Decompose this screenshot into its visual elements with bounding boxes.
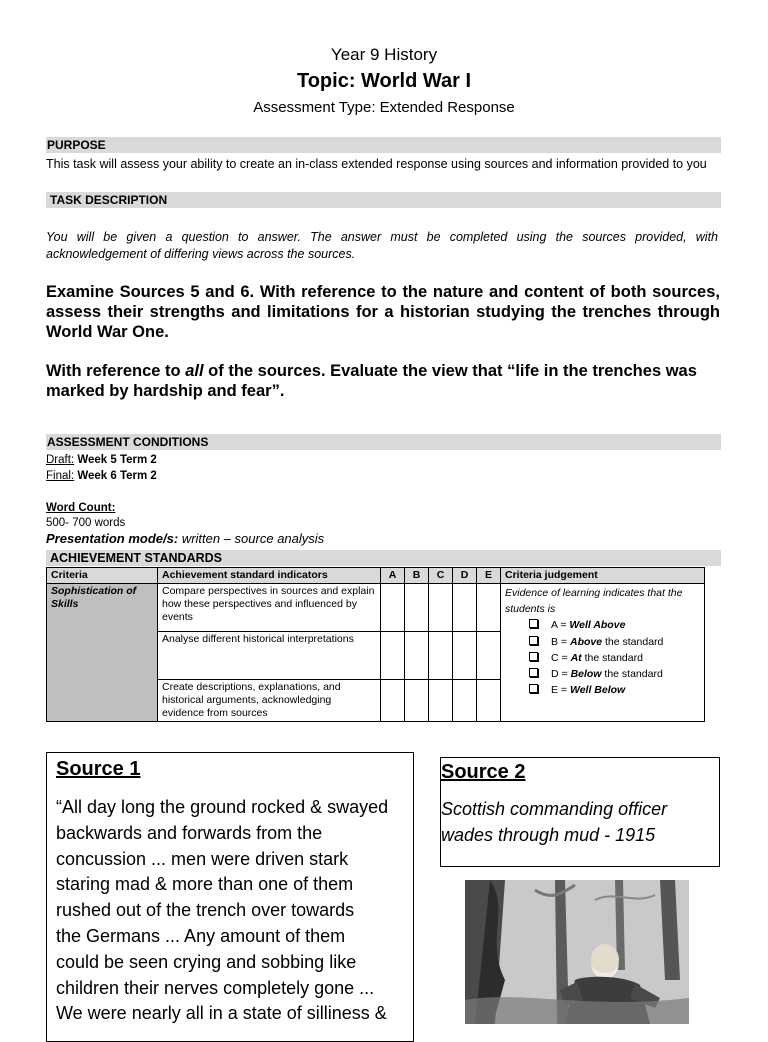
judgement-e <box>505 682 700 698</box>
quote-line: backwards and forwards from the <box>56 822 323 843</box>
grade-cell[interactable] <box>429 632 453 680</box>
source-2-caption <box>441 796 719 848</box>
checkbox-icon[interactable] <box>529 668 538 677</box>
presentation-value: written – source analysis <box>178 531 325 546</box>
judgement-c <box>505 650 700 666</box>
grade-cell[interactable] <box>477 584 501 632</box>
judgement-a <box>505 617 700 633</box>
judgement-suffix: the standard <box>602 635 664 648</box>
column-header: Achievement standard indicators <box>158 568 381 584</box>
quote-line: staring mad & more than one of them <box>56 874 354 895</box>
draft-label: Draft: <box>46 454 75 466</box>
column-header: Criteria <box>47 568 158 584</box>
task-heading: TASK DESCRIPTION <box>46 192 721 208</box>
checkbox-icon[interactable] <box>529 652 538 661</box>
grade-cell[interactable] <box>405 632 429 680</box>
source-1-quote <box>56 795 411 1027</box>
judgement-prefix: A = <box>551 619 570 632</box>
judgement-suffix: the standard <box>581 651 643 664</box>
judgement-intro: Evidence of learning indicates that the students is <box>505 587 683 616</box>
quote-line: “All day long the ground rocked & swayed <box>56 797 389 817</box>
presentation-line <box>46 531 324 547</box>
quote-line: could be seen crying and sobbing like <box>56 951 357 972</box>
grade-cell[interactable] <box>381 584 405 632</box>
table-row <box>47 584 705 632</box>
final-line <box>46 468 157 484</box>
judgement-level: At <box>570 651 582 664</box>
judgement-level: Above <box>569 635 603 648</box>
judgement-level: Well Above <box>569 619 626 632</box>
source-1-box <box>46 752 414 1042</box>
quote-line: rushed out of the trench over towards <box>56 900 355 921</box>
grade-cell[interactable] <box>381 632 405 680</box>
checkbox-icon[interactable] <box>529 619 538 628</box>
source-2-box <box>440 757 720 867</box>
grade-cell[interactable] <box>453 584 477 632</box>
question-2 <box>46 361 726 401</box>
judgement-prefix: D = <box>551 668 571 681</box>
final-value: Week 6 Term 2 <box>74 470 157 482</box>
standards-heading: ACHIEVEMENT STANDARDS <box>46 550 721 566</box>
judgement-level: Well Below <box>569 684 626 697</box>
column-header: E <box>477 568 501 584</box>
judgement-d <box>505 666 700 682</box>
achievement-standards-table <box>46 567 705 722</box>
quote-line: We were nearly all in a state of silliness & <box>56 1003 387 1024</box>
indicator-cell: Create descriptions, explanations, and historical arguments, acknowledging evidence from sources <box>158 680 381 722</box>
question-2-emphasis: all <box>185 362 204 380</box>
caption-line: wades through mud - 1915 <box>441 825 656 845</box>
grade-cell[interactable] <box>405 680 429 722</box>
draft-value: Week 5 Term 2 <box>74 454 157 466</box>
year-heading: Year 9 History <box>330 45 438 64</box>
column-header: C <box>429 568 453 584</box>
table-header-row <box>47 568 705 584</box>
judgement-prefix: C = <box>551 651 571 664</box>
source-2-photo <box>465 880 689 1024</box>
indicator-cell: Analyse different historical interpretations <box>158 632 381 680</box>
checkbox-icon[interactable] <box>529 684 538 693</box>
question-1: Examine Sources 5 and 6. With reference to the nature and content of both sources, assess their strengths and limitations for a historian studying the trenches through World War One. <box>46 283 720 341</box>
criteria-cell: Sophistication of Skills <box>47 584 158 722</box>
column-header: Criteria judgement <box>501 568 705 584</box>
grade-cell[interactable] <box>477 632 501 680</box>
grade-cell[interactable] <box>429 680 453 722</box>
judgement-prefix: B = <box>551 635 570 648</box>
judgement-level: Below <box>570 668 602 681</box>
assessment-type: Assessment Type: Extended Response <box>253 99 515 116</box>
grade-cell[interactable] <box>453 680 477 722</box>
indicator-cell: Compare perspectives in sources and explain how these perspectives and influenced by events <box>158 584 381 632</box>
grade-cell[interactable] <box>405 584 429 632</box>
column-header: A <box>381 568 405 584</box>
grade-cell[interactable] <box>453 632 477 680</box>
column-header: D <box>453 568 477 584</box>
purpose-text: This task will assess your ability to create an in-class extended response using sources and information provided to you <box>46 157 707 171</box>
question-2-start: With reference to <box>46 362 186 380</box>
quote-line: children their nerves completely gone ... <box>56 977 375 998</box>
judgement-prefix: E = <box>551 684 570 697</box>
quote-line: concussion ... men were driven stark <box>56 848 349 869</box>
quote-line: the Germans ... Any amount of them <box>56 925 346 946</box>
presentation-label: Presentation mode/s: <box>46 531 179 546</box>
word-count-value: 500- 700 words <box>46 517 126 529</box>
purpose-heading: PURPOSE <box>46 137 721 153</box>
source-1-title: Source 1 <box>56 758 141 780</box>
task-intro: You will be given a question to answer. The answer must be completed using the sources provided, with acknowledgement of differing views across the sources. <box>46 230 718 261</box>
column-header: B <box>405 568 429 584</box>
judgement-cell <box>501 584 705 722</box>
final-label: Final: <box>46 470 75 482</box>
question-2-end: of the sources. Evaluate the view that “life in the trenches was marked by hardship and fear”. <box>46 362 697 400</box>
topic-heading: Topic: World War I <box>296 70 472 92</box>
grade-cell[interactable] <box>477 680 501 722</box>
draft-line <box>46 452 157 468</box>
conditions-heading: ASSESSMENT CONDITIONS <box>46 434 721 450</box>
grade-cell[interactable] <box>429 584 453 632</box>
checkbox-icon[interactable] <box>529 636 538 645</box>
source-2-title: Source 2 <box>441 761 526 783</box>
judgement-b <box>505 634 700 650</box>
word-count-label: Word Count: <box>46 502 116 514</box>
grade-cell[interactable] <box>381 680 405 722</box>
caption-line: Scottish commanding officer <box>441 799 668 819</box>
judgement-suffix: the standard <box>601 668 663 681</box>
